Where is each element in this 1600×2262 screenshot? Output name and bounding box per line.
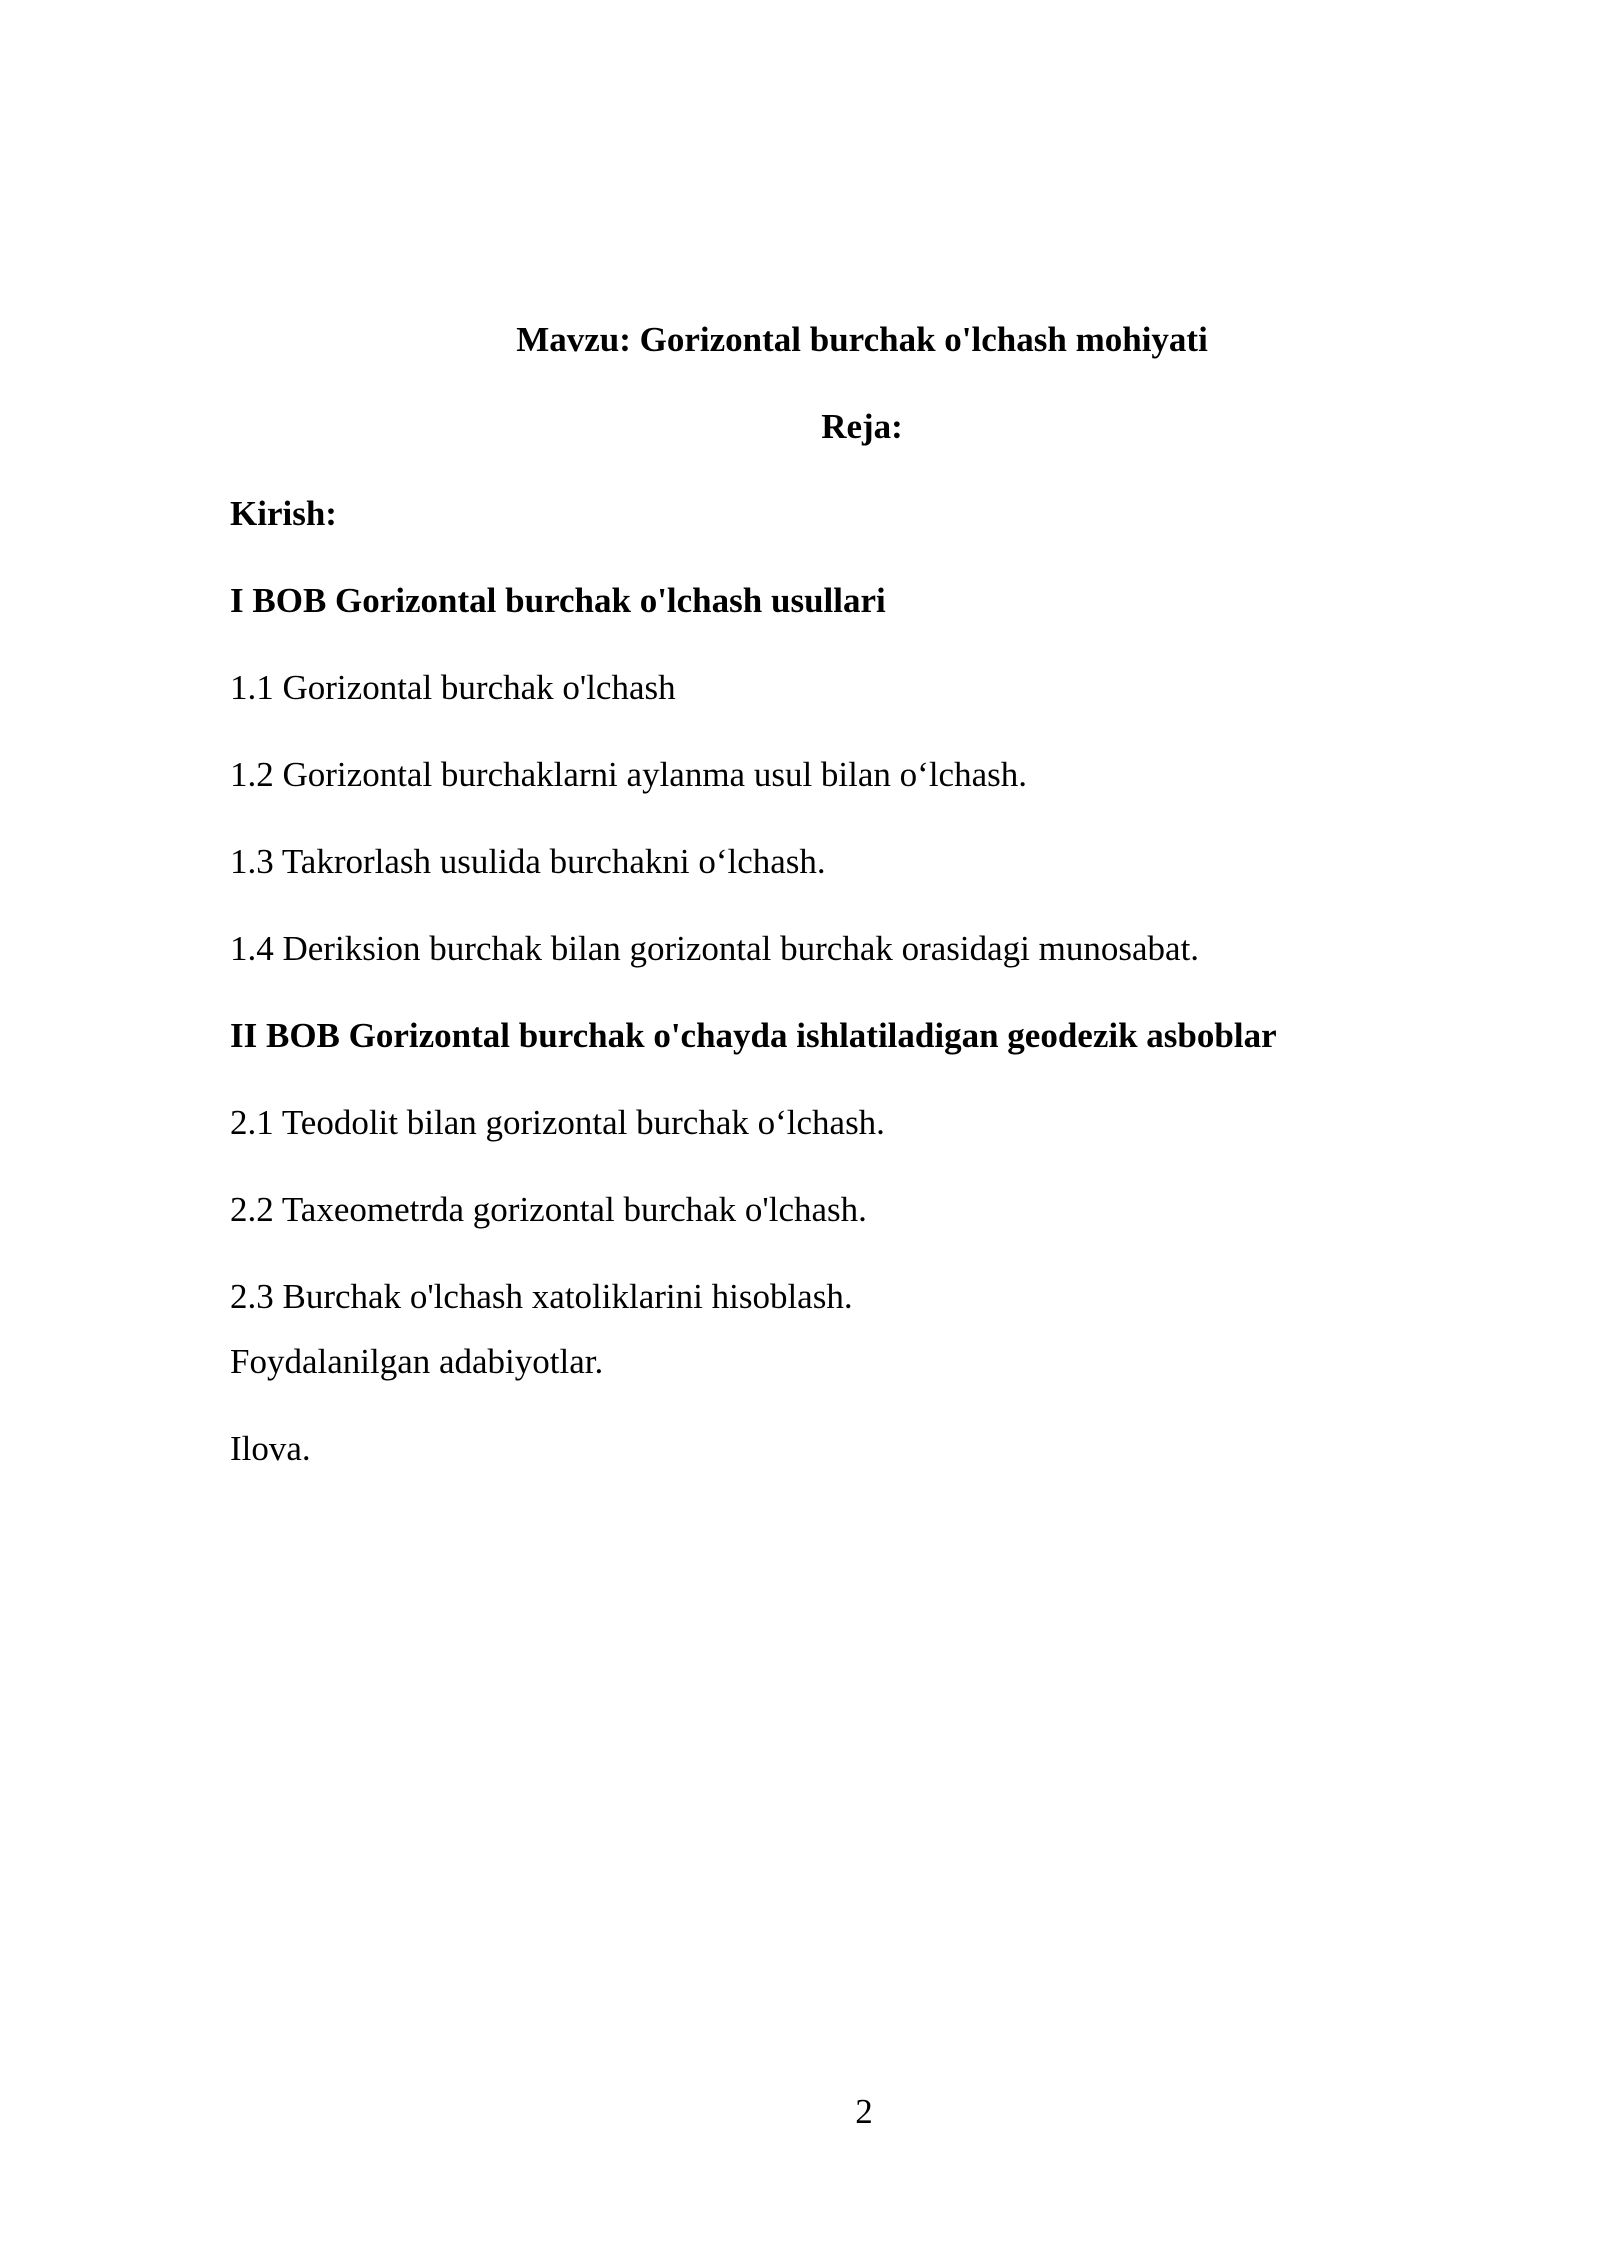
chapter1-item-1: 1.1 Gorizontal burchak o'lchash: [230, 668, 676, 707]
plan-heading: Reja:: [821, 407, 903, 446]
chapter2-item-1: 2.1 Teodolit bilan gorizontal burchak o‘lchash.: [230, 1103, 885, 1142]
references-item: Foydalanilgan adabiyotlar.: [230, 1342, 604, 1381]
page-number: 2: [855, 2092, 873, 2131]
chapter1-item-3: 1.3 Takrorlash usulida burchakni o‘lchash.: [230, 842, 826, 881]
chapter1-item-2: 1.2 Gorizontal burchaklarni aylanma usul bilan o‘lchash.: [230, 755, 1027, 794]
intro-heading: Kirish:: [230, 494, 337, 533]
chapter1-item-4: 1.4 Deriksion burchak bilan gorizontal burchak orasidagi munosabat.: [230, 929, 1200, 968]
chapter1-heading: I BOB Gorizontal burchak o'lchash usullari: [230, 581, 886, 620]
document-title: Mavzu: Gorizontal burchak o'lchash mohiyati: [516, 320, 1208, 359]
appendix-item: Ilova.: [230, 1429, 311, 1468]
chapter2-heading: II BOB Gorizontal burchak o'chayda ishlatiladigan geodezik asboblar: [230, 1016, 1277, 1055]
chapter2-item-2: 2.2 Taxeometrda gorizontal burchak o'lchash.: [230, 1190, 867, 1229]
chapter2-item-3: 2.3 Burchak o'lchash xatoliklarini hisoblash.: [230, 1277, 853, 1316]
